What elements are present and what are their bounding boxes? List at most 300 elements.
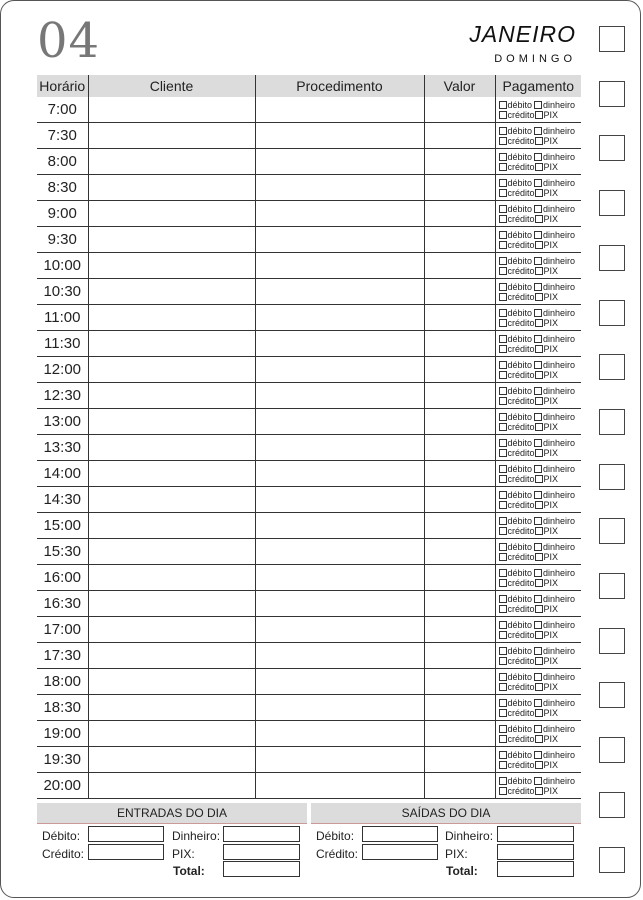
debito-checkbox[interactable] — [499, 517, 507, 525]
time-cell: 14:30 — [37, 487, 88, 513]
dinheiro-checkbox[interactable] — [534, 101, 542, 109]
time-cell: 18:00 — [37, 669, 88, 695]
dinheiro-checkbox[interactable] — [534, 257, 542, 265]
cliente-cell[interactable] — [88, 487, 255, 513]
debito-checkbox[interactable] — [499, 257, 507, 265]
pix-checkbox[interactable] — [535, 787, 543, 795]
credito-label: crédito — [507, 187, 535, 198]
cliente-cell[interactable] — [88, 695, 255, 721]
cliente-cell[interactable] — [88, 331, 255, 357]
credito-checkbox[interactable] — [499, 787, 507, 795]
saidas-pix-label: PIX: — [445, 847, 468, 861]
dinheiro-label: dinheiro — [543, 203, 576, 214]
schedule-row — [37, 435, 581, 461]
cliente-cell[interactable] — [88, 175, 255, 201]
credito-checkbox[interactable] — [499, 709, 507, 717]
procedimento-cell[interactable] — [255, 123, 424, 149]
pix-checkbox[interactable] — [535, 189, 543, 197]
pix-label: PIX — [543, 291, 559, 302]
credito-checkbox[interactable] — [499, 137, 507, 145]
schedule-row — [37, 383, 581, 409]
debito-checkbox[interactable] — [499, 127, 507, 135]
dinheiro-label: dinheiro — [543, 359, 576, 370]
credito-checkbox[interactable] — [499, 215, 507, 223]
debito-label: débito — [507, 229, 533, 240]
procedimento-cell[interactable] — [255, 435, 424, 461]
debito-label: débito — [507, 333, 533, 344]
pix-checkbox[interactable] — [535, 267, 543, 275]
credito-label: crédito — [507, 759, 535, 770]
cliente-cell[interactable] — [88, 747, 255, 773]
procedimento-cell[interactable] — [255, 747, 424, 773]
time-cell: 15:30 — [37, 539, 88, 565]
pagamento-cell — [495, 591, 581, 617]
procedimento-cell[interactable] — [255, 669, 424, 695]
valor-cell[interactable] — [424, 643, 495, 669]
procedimento-cell[interactable] — [255, 513, 424, 539]
pix-checkbox[interactable] — [535, 475, 543, 483]
debito-label: débito — [507, 671, 533, 682]
debito-checkbox[interactable] — [499, 101, 507, 109]
entradas-debito-label: Débito: — [42, 829, 81, 843]
valor-cell[interactable] — [424, 695, 495, 721]
schedule-row — [37, 565, 581, 591]
time-cell: 16:00 — [37, 565, 88, 591]
side-checkbox[interactable] — [599, 792, 625, 818]
credito-checkbox[interactable] — [499, 475, 507, 483]
pagamento-cell — [495, 747, 581, 773]
debito-label: débito — [507, 723, 533, 734]
procedimento-cell[interactable] — [255, 383, 424, 409]
side-checkbox[interactable] — [599, 847, 625, 873]
debito-checkbox[interactable] — [499, 205, 507, 213]
pix-label: PIX — [543, 629, 559, 640]
dinheiro-label: dinheiro — [543, 593, 576, 604]
debito-checkbox[interactable] — [499, 751, 507, 759]
entradas-debito-field[interactable] — [88, 826, 164, 842]
debito-label: débito — [507, 99, 533, 110]
dinheiro-label: dinheiro — [543, 749, 576, 760]
pagamento-cell — [495, 97, 581, 123]
dinheiro-checkbox[interactable] — [534, 231, 542, 239]
valor-cell[interactable] — [424, 461, 495, 487]
dinheiro-checkbox[interactable] — [534, 439, 542, 447]
credito-label: crédito — [507, 161, 535, 172]
debito-checkbox[interactable] — [499, 413, 507, 421]
pix-checkbox[interactable] — [535, 553, 543, 561]
cliente-cell[interactable] — [88, 149, 255, 175]
pix-label: PIX — [543, 265, 559, 276]
dinheiro-checkbox[interactable] — [534, 543, 542, 551]
pagamento-cell — [495, 253, 581, 279]
side-checkbox[interactable] — [599, 682, 625, 708]
debito-checkbox[interactable] — [499, 153, 507, 161]
credito-checkbox[interactable] — [499, 293, 507, 301]
dinheiro-checkbox[interactable] — [534, 751, 542, 759]
credito-checkbox[interactable] — [499, 241, 507, 249]
valor-cell[interactable] — [424, 227, 495, 253]
debito-checkbox[interactable] — [499, 231, 507, 239]
cliente-cell[interactable] — [88, 721, 255, 747]
entradas-total-field[interactable] — [223, 861, 300, 877]
side-checkbox[interactable] — [599, 737, 625, 763]
schedule-row — [37, 617, 581, 643]
dinheiro-checkbox[interactable] — [534, 777, 542, 785]
pagamento-cell — [495, 331, 581, 357]
valor-cell[interactable] — [424, 331, 495, 357]
pagamento-cell — [495, 721, 581, 747]
valor-cell[interactable] — [424, 279, 495, 305]
dinheiro-label: dinheiro — [543, 775, 576, 786]
pix-checkbox[interactable] — [535, 735, 543, 743]
pix-checkbox[interactable] — [535, 241, 543, 249]
valor-cell[interactable] — [424, 617, 495, 643]
dinheiro-label: dinheiro — [543, 307, 576, 318]
pix-checkbox[interactable] — [535, 293, 543, 301]
debito-label: débito — [507, 177, 533, 188]
cliente-cell[interactable] — [88, 409, 255, 435]
procedimento-cell[interactable] — [255, 97, 424, 123]
dinheiro-checkbox[interactable] — [534, 179, 542, 187]
dinheiro-checkbox[interactable] — [534, 491, 542, 499]
credito-checkbox[interactable] — [499, 423, 507, 431]
credito-checkbox[interactable] — [499, 397, 507, 405]
procedimento-cell[interactable] — [255, 643, 424, 669]
credito-label: crédito — [507, 135, 535, 146]
valor-cell[interactable] — [424, 669, 495, 695]
schedule-row — [37, 513, 581, 539]
time-cell: 17:00 — [37, 617, 88, 643]
entradas-credito-field[interactable] — [88, 844, 164, 860]
cliente-cell[interactable] — [88, 123, 255, 149]
credito-label: crédito — [507, 291, 535, 302]
entradas-dinheiro-label: Dinheiro: — [172, 829, 221, 843]
pix-checkbox[interactable] — [535, 163, 543, 171]
dinheiro-checkbox[interactable] — [534, 517, 542, 525]
side-checkbox[interactable] — [599, 81, 625, 107]
pix-checkbox[interactable] — [535, 397, 543, 405]
cliente-cell[interactable] — [88, 773, 255, 799]
valor-cell[interactable] — [424, 565, 495, 591]
credito-checkbox[interactable] — [499, 449, 507, 457]
credito-checkbox[interactable] — [499, 631, 507, 639]
entradas-dinheiro-field[interactable] — [223, 826, 300, 842]
pix-label: PIX — [543, 369, 559, 380]
procedimento-cell[interactable] — [255, 357, 424, 383]
pix-checkbox[interactable] — [535, 527, 543, 535]
entradas-pix-field[interactable] — [223, 844, 300, 860]
dinheiro-checkbox[interactable] — [534, 569, 542, 577]
debito-checkbox[interactable] — [499, 595, 507, 603]
saidas-pix-field[interactable] — [497, 844, 574, 860]
dinheiro-checkbox[interactable] — [534, 647, 542, 655]
credito-checkbox[interactable] — [499, 111, 507, 119]
procedimento-cell[interactable] — [255, 253, 424, 279]
entradas-total-label: Total: — [173, 864, 205, 878]
saidas-debito-field[interactable] — [362, 826, 438, 842]
schedule-row — [37, 643, 581, 669]
pagamento-cell — [495, 409, 581, 435]
cliente-cell[interactable] — [88, 227, 255, 253]
credito-checkbox[interactable] — [499, 267, 507, 275]
credito-checkbox[interactable] — [499, 605, 507, 613]
schedule-table — [37, 75, 581, 799]
dinheiro-checkbox[interactable] — [534, 361, 542, 369]
schedule-row — [37, 747, 581, 773]
cliente-cell[interactable] — [88, 305, 255, 331]
side-checkbox[interactable] — [599, 628, 625, 654]
valor-cell[interactable] — [424, 149, 495, 175]
credito-checkbox[interactable] — [499, 371, 507, 379]
valor-cell[interactable] — [424, 773, 495, 799]
pagamento-cell — [495, 123, 581, 149]
procedimento-cell[interactable] — [255, 773, 424, 799]
dinheiro-checkbox[interactable] — [534, 465, 542, 473]
dinheiro-checkbox[interactable] — [534, 205, 542, 213]
procedimento-cell[interactable] — [255, 617, 424, 643]
side-checkbox[interactable] — [599, 135, 625, 161]
dinheiro-checkbox[interactable] — [534, 387, 542, 395]
cliente-cell[interactable] — [88, 435, 255, 461]
dinheiro-checkbox[interactable] — [534, 725, 542, 733]
credito-checkbox[interactable] — [499, 683, 507, 691]
pix-checkbox[interactable] — [535, 137, 543, 145]
saidas-total-field[interactable] — [497, 861, 574, 877]
valor-cell[interactable] — [424, 591, 495, 617]
side-checkbox[interactable] — [599, 573, 625, 599]
procedimento-cell[interactable] — [255, 305, 424, 331]
credito-checkbox[interactable] — [499, 735, 507, 743]
valor-cell[interactable] — [424, 539, 495, 565]
credito-label: crédito — [507, 213, 535, 224]
procedimento-cell[interactable] — [255, 695, 424, 721]
credito-checkbox[interactable] — [499, 657, 507, 665]
side-checkbox[interactable] — [599, 409, 625, 435]
dinheiro-checkbox[interactable] — [534, 309, 542, 317]
cliente-cell[interactable] — [88, 643, 255, 669]
valor-cell[interactable] — [424, 513, 495, 539]
cliente-cell[interactable] — [88, 97, 255, 123]
credito-checkbox[interactable] — [499, 553, 507, 561]
saidas-credito-label: Crédito: — [316, 847, 359, 861]
procedimento-cell[interactable] — [255, 487, 424, 513]
credito-checkbox[interactable] — [499, 501, 507, 509]
pix-checkbox[interactable] — [535, 345, 543, 353]
saidas-credito-field[interactable] — [362, 844, 438, 860]
procedimento-cell[interactable] — [255, 409, 424, 435]
time-cell: 10:00 — [37, 253, 88, 279]
procedimento-cell[interactable] — [255, 539, 424, 565]
dinheiro-checkbox[interactable] — [534, 153, 542, 161]
pix-checkbox[interactable] — [535, 111, 543, 119]
procedimento-cell[interactable] — [255, 175, 424, 201]
procedimento-cell[interactable] — [255, 149, 424, 175]
cliente-cell[interactable] — [88, 669, 255, 695]
debito-checkbox[interactable] — [499, 569, 507, 577]
procedimento-cell[interactable] — [255, 331, 424, 357]
schedule-row — [37, 695, 581, 721]
side-checkbox[interactable] — [599, 190, 625, 216]
column-header-valor: Valor — [424, 75, 495, 97]
cliente-cell[interactable] — [88, 565, 255, 591]
debito-checkbox[interactable] — [499, 647, 507, 655]
valor-cell[interactable] — [424, 123, 495, 149]
dinheiro-label: dinheiro — [543, 437, 576, 448]
pix-checkbox[interactable] — [535, 683, 543, 691]
dinheiro-label: dinheiro — [543, 411, 576, 422]
valor-cell[interactable] — [424, 409, 495, 435]
cliente-cell[interactable] — [88, 201, 255, 227]
valor-cell[interactable] — [424, 383, 495, 409]
pix-checkbox[interactable] — [535, 371, 543, 379]
valor-cell[interactable] — [424, 97, 495, 123]
debito-checkbox[interactable] — [499, 543, 507, 551]
pix-checkbox[interactable] — [535, 215, 543, 223]
procedimento-cell[interactable] — [255, 721, 424, 747]
cliente-cell[interactable] — [88, 279, 255, 305]
pix-label: PIX — [543, 161, 559, 172]
cliente-cell[interactable] — [88, 461, 255, 487]
debito-checkbox[interactable] — [499, 725, 507, 733]
credito-label: crédito — [507, 265, 535, 276]
pix-checkbox[interactable] — [535, 579, 543, 587]
schedule-row — [37, 201, 581, 227]
debito-checkbox[interactable] — [499, 491, 507, 499]
time-cell: 18:30 — [37, 695, 88, 721]
saidas-dinheiro-field[interactable] — [497, 826, 574, 842]
column-header-cliente: Cliente — [88, 75, 255, 97]
pix-checkbox[interactable] — [535, 501, 543, 509]
pix-label: PIX — [543, 109, 559, 120]
credito-label: crédito — [507, 499, 535, 510]
valor-cell[interactable] — [424, 721, 495, 747]
dinheiro-checkbox[interactable] — [534, 283, 542, 291]
credito-checkbox[interactable] — [499, 319, 507, 327]
procedimento-cell[interactable] — [255, 565, 424, 591]
cliente-cell[interactable] — [88, 591, 255, 617]
dinheiro-checkbox[interactable] — [534, 413, 542, 421]
debito-checkbox[interactable] — [499, 699, 507, 707]
procedimento-cell[interactable] — [255, 279, 424, 305]
debito-checkbox[interactable] — [499, 179, 507, 187]
cliente-cell[interactable] — [88, 617, 255, 643]
credito-checkbox[interactable] — [499, 345, 507, 353]
valor-cell[interactable] — [424, 175, 495, 201]
pix-label: PIX — [543, 239, 559, 250]
pix-checkbox[interactable] — [535, 631, 543, 639]
procedimento-cell[interactable] — [255, 201, 424, 227]
side-checkbox[interactable] — [599, 300, 625, 326]
valor-cell[interactable] — [424, 435, 495, 461]
debito-checkbox[interactable] — [499, 361, 507, 369]
saidas-title: SAÍDAS DO DIA — [311, 803, 581, 824]
debito-label: débito — [507, 463, 533, 474]
pix-label: PIX — [543, 551, 559, 562]
credito-checkbox[interactable] — [499, 163, 507, 171]
debito-checkbox[interactable] — [499, 309, 507, 317]
debito-checkbox[interactable] — [499, 465, 507, 473]
credito-label: crédito — [507, 343, 535, 354]
debito-checkbox[interactable] — [499, 335, 507, 343]
cliente-cell[interactable] — [88, 539, 255, 565]
debito-checkbox[interactable] — [499, 621, 507, 629]
dinheiro-checkbox[interactable] — [534, 699, 542, 707]
debito-label: débito — [507, 541, 533, 552]
side-checkbox[interactable] — [599, 518, 625, 544]
pagamento-cell — [495, 695, 581, 721]
pagamento-cell — [495, 435, 581, 461]
side-checkbox[interactable] — [599, 354, 625, 380]
credito-checkbox[interactable] — [499, 579, 507, 587]
debito-checkbox[interactable] — [499, 777, 507, 785]
cliente-cell[interactable] — [88, 253, 255, 279]
dinheiro-checkbox[interactable] — [534, 673, 542, 681]
time-cell: 10:30 — [37, 279, 88, 305]
weekday-label: DOMINGO — [494, 53, 576, 65]
debito-checkbox[interactable] — [499, 673, 507, 681]
debito-checkbox[interactable] — [499, 387, 507, 395]
dinheiro-checkbox[interactable] — [534, 127, 542, 135]
pix-checkbox[interactable] — [535, 761, 543, 769]
pix-checkbox[interactable] — [535, 605, 543, 613]
saidas-debito-label: Débito: — [316, 829, 355, 843]
credito-checkbox[interactable] — [499, 761, 507, 769]
pix-checkbox[interactable] — [535, 319, 543, 327]
schedule-row — [37, 253, 581, 279]
schedule-row — [37, 279, 581, 305]
valor-cell[interactable] — [424, 201, 495, 227]
debito-checkbox[interactable] — [499, 439, 507, 447]
side-checkbox[interactable] — [599, 464, 625, 490]
debito-checkbox[interactable] — [499, 283, 507, 291]
credito-label: crédito — [507, 109, 535, 120]
valor-cell[interactable] — [424, 357, 495, 383]
dinheiro-checkbox[interactable] — [534, 335, 542, 343]
side-checkbox[interactable] — [599, 26, 625, 52]
credito-checkbox[interactable] — [499, 189, 507, 197]
dinheiro-checkbox[interactable] — [534, 595, 542, 603]
debito-label: débito — [507, 281, 533, 292]
cliente-cell[interactable] — [88, 357, 255, 383]
cliente-cell[interactable] — [88, 383, 255, 409]
pix-checkbox[interactable] — [535, 423, 543, 431]
pix-checkbox[interactable] — [535, 449, 543, 457]
schedule-row — [37, 487, 581, 513]
valor-cell[interactable] — [424, 487, 495, 513]
procedimento-cell[interactable] — [255, 227, 424, 253]
debito-label: débito — [507, 437, 533, 448]
credito-checkbox[interactable] — [499, 527, 507, 535]
procedimento-cell[interactable] — [255, 591, 424, 617]
valor-cell[interactable] — [424, 253, 495, 279]
debito-label: débito — [507, 307, 533, 318]
pix-checkbox[interactable] — [535, 657, 543, 665]
debito-label: débito — [507, 775, 533, 786]
cliente-cell[interactable] — [88, 513, 255, 539]
procedimento-cell[interactable] — [255, 461, 424, 487]
dinheiro-checkbox[interactable] — [534, 621, 542, 629]
pagamento-cell — [495, 669, 581, 695]
valor-cell[interactable] — [424, 305, 495, 331]
pix-label: PIX — [543, 499, 559, 510]
pix-checkbox[interactable] — [535, 709, 543, 717]
side-checkbox[interactable] — [599, 245, 625, 271]
valor-cell[interactable] — [424, 747, 495, 773]
time-cell: 13:30 — [37, 435, 88, 461]
dinheiro-label: dinheiro — [543, 515, 576, 526]
pix-label: PIX — [543, 343, 559, 354]
pagamento-cell — [495, 643, 581, 669]
